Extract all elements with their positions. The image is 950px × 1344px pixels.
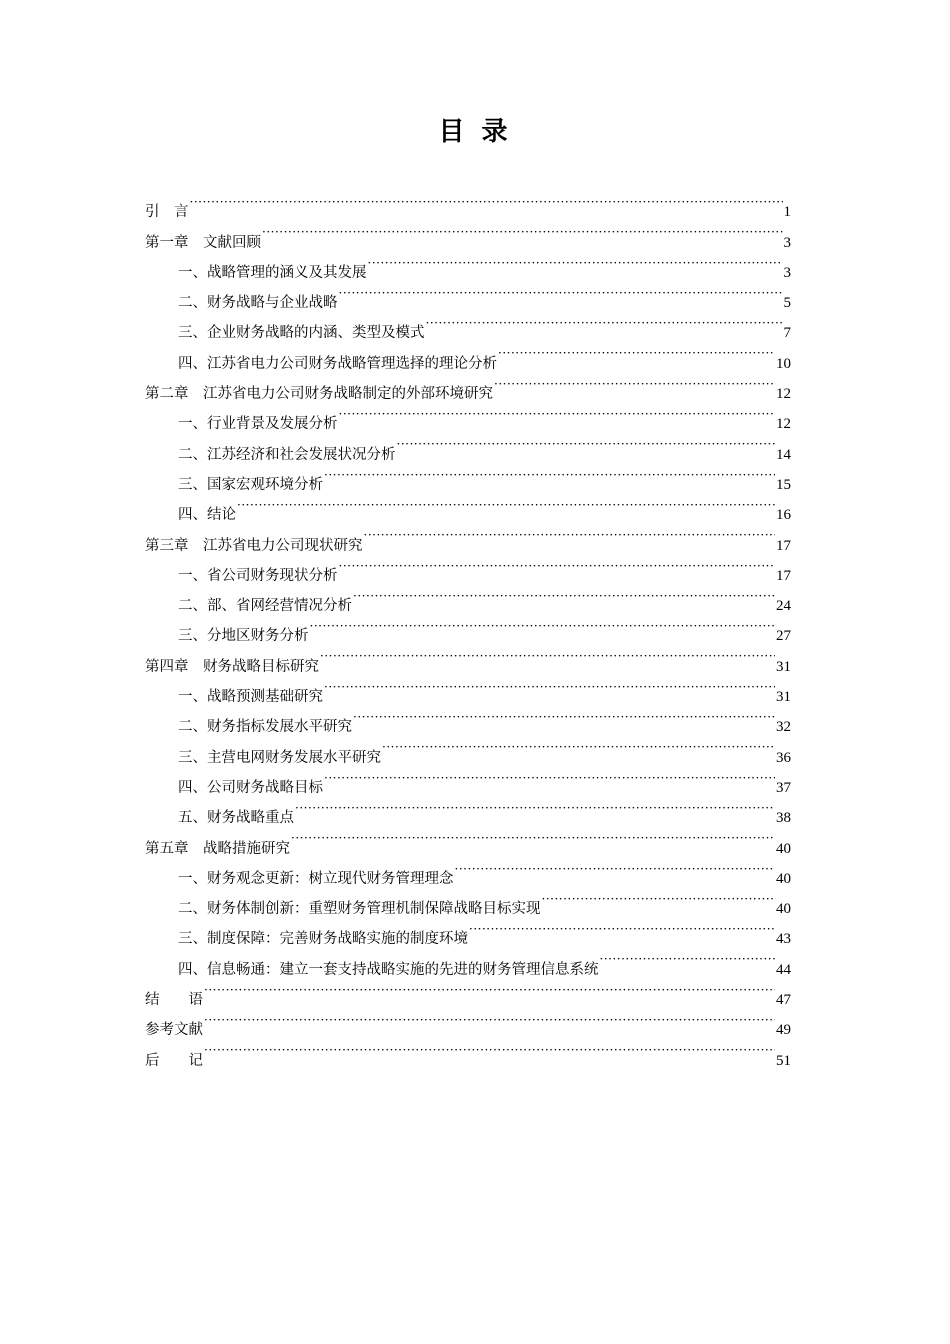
toc-page-number: 1 xyxy=(783,204,791,221)
toc-page-number: 40 xyxy=(776,870,791,887)
toc-page-number: 5 xyxy=(783,295,791,312)
toc-entry-label: 四、公司财务战略目标 xyxy=(178,779,323,796)
toc-entry-label: 三、分地区财务分析 xyxy=(178,628,309,645)
toc-page-number: 3 xyxy=(783,264,791,281)
toc-page-number: 31 xyxy=(776,689,791,706)
toc-entry-label: 五、财务战略重点 xyxy=(178,810,294,827)
toc-page-number: 17 xyxy=(776,567,791,584)
toc-dot-leader xyxy=(498,337,775,367)
toc-chapter-entry[interactable] xyxy=(145,1004,791,1039)
toc-dot-leader xyxy=(324,459,775,489)
toc-entry-label: 四、结论 xyxy=(178,507,236,524)
toc-dot-leader xyxy=(204,974,775,1004)
toc-section-entry[interactable] xyxy=(145,489,791,524)
toc-page-number: 17 xyxy=(776,537,791,554)
toc-entry-label: 参考文献 xyxy=(145,1022,203,1039)
toc-dot-leader xyxy=(324,671,775,701)
toc-entry-label: 四、信息畅通：建立一套支持战略实施的先进的财务管理信息系统 xyxy=(178,961,599,978)
toc-dot-leader xyxy=(382,731,775,761)
toc-dot-leader xyxy=(339,277,783,307)
toc-page-number: 14 xyxy=(776,446,791,463)
toc-page-number: 49 xyxy=(776,1022,791,1039)
toc-page-number: 40 xyxy=(776,840,791,857)
toc-entry-label: 二、财务指标发展水平研究 xyxy=(178,719,352,736)
toc-dot-leader xyxy=(353,701,775,731)
toc-chapter-entry[interactable] xyxy=(145,974,791,1009)
toc-entry-label: 二、财务体制创新：重塑财务管理机制保障战略目标实现 xyxy=(178,901,541,918)
toc-page-number: 51 xyxy=(776,1052,791,1069)
toc-dot-leader xyxy=(291,822,775,852)
toc-chapter-entry[interactable] xyxy=(145,186,791,221)
toc-page-number: 31 xyxy=(776,658,791,675)
toc-dot-leader xyxy=(368,247,783,277)
toc-dot-leader xyxy=(397,428,776,458)
toc-entry-label: 一、财务观念更新：树立现代财务管理理念 xyxy=(178,870,454,887)
toc-entry-label: 第四章 财务战略目标研究 xyxy=(145,658,319,675)
toc-dot-leader xyxy=(324,762,775,792)
toc-dot-leader xyxy=(455,853,776,883)
toc-dot-leader xyxy=(542,883,776,913)
toc-entry-label: 第三章 江苏省电力公司现状研究 xyxy=(145,537,363,554)
toc-entry-label: 一、省公司财务现状分析 xyxy=(178,567,338,584)
toc-dot-leader xyxy=(320,640,775,670)
toc-dot-leader xyxy=(600,943,776,973)
toc-dot-leader xyxy=(494,368,775,398)
toc-page-number: 44 xyxy=(776,961,791,978)
toc-entry-label: 三、制度保障：完善财务战略实施的制度环境 xyxy=(178,931,468,948)
toc-entry-label: 引 言 xyxy=(145,204,189,221)
toc-chapter-entry[interactable] xyxy=(145,519,791,554)
toc-entry-label: 第一章 文献回顾 xyxy=(145,234,261,251)
toc-dot-leader xyxy=(190,186,783,216)
toc-entry-label: 一、战略预测基础研究 xyxy=(178,689,323,706)
toc-dot-leader xyxy=(353,580,775,610)
toc-dot-leader xyxy=(204,1004,775,1034)
toc-dot-leader xyxy=(426,307,783,337)
toc-page-number: 32 xyxy=(776,719,791,736)
toc-entry-label: 二、部、省网经营情况分析 xyxy=(178,598,352,615)
toc-entry-label: 一、战略管理的涵义及其发展 xyxy=(178,264,367,281)
toc-entry-label: 一、行业背景及发展分析 xyxy=(178,416,338,433)
toc-page-number: 12 xyxy=(776,386,791,403)
toc-page-number: 47 xyxy=(776,992,791,1009)
toc-entry-label: 二、江苏经济和社会发展状况分析 xyxy=(178,446,396,463)
toc-dot-leader xyxy=(339,398,776,428)
toc-page-number: 7 xyxy=(783,325,791,342)
toc-dot-leader xyxy=(364,519,776,549)
toc-page-number: 24 xyxy=(776,598,791,615)
toc-page-number: 3 xyxy=(783,234,791,251)
toc-dot-leader xyxy=(295,792,775,822)
toc-chapter-entry[interactable] xyxy=(145,216,791,251)
toc-entry-label: 三、主营电网财务发展水平研究 xyxy=(178,749,381,766)
toc-dot-leader xyxy=(310,610,776,640)
toc-page-number: 37 xyxy=(776,779,791,796)
toc-chapter-entry[interactable] xyxy=(145,1034,791,1069)
toc-dot-leader xyxy=(204,1034,775,1064)
toc-dot-leader xyxy=(469,913,775,943)
toc-title: 目 录 xyxy=(438,117,512,147)
toc-page-number: 12 xyxy=(776,416,791,433)
toc-page-number: 27 xyxy=(776,628,791,645)
toc-entry-label: 第五章 战略措施研究 xyxy=(145,840,290,857)
toc-entry-label: 四、江苏省电力公司财务战略管理选择的理论分析 xyxy=(178,355,497,372)
toc-page-number: 15 xyxy=(776,476,791,493)
toc-list xyxy=(145,186,791,1069)
toc-entry-label: 后 记 xyxy=(145,1052,203,1069)
toc-page-number: 36 xyxy=(776,749,791,766)
toc-page-number: 43 xyxy=(776,931,791,948)
toc-dot-leader xyxy=(237,489,775,519)
toc-entry-label: 三、企业财务战略的内涵、类型及模式 xyxy=(178,325,425,342)
toc-page-number: 38 xyxy=(776,810,791,827)
toc-dot-leader xyxy=(339,550,776,580)
toc-entry-label: 结 语 xyxy=(145,992,203,1009)
toc-entry-label: 二、财务战略与企业战略 xyxy=(178,295,338,312)
toc-page-number: 16 xyxy=(776,507,791,524)
toc-dot-leader xyxy=(262,216,783,246)
toc-entry-label: 第二章 江苏省电力公司财务战略制定的外部环境研究 xyxy=(145,386,493,403)
toc-page-number: 10 xyxy=(776,355,791,372)
toc-page-number: 40 xyxy=(776,901,791,918)
toc-entry-label: 三、国家宏观环境分析 xyxy=(178,476,323,493)
